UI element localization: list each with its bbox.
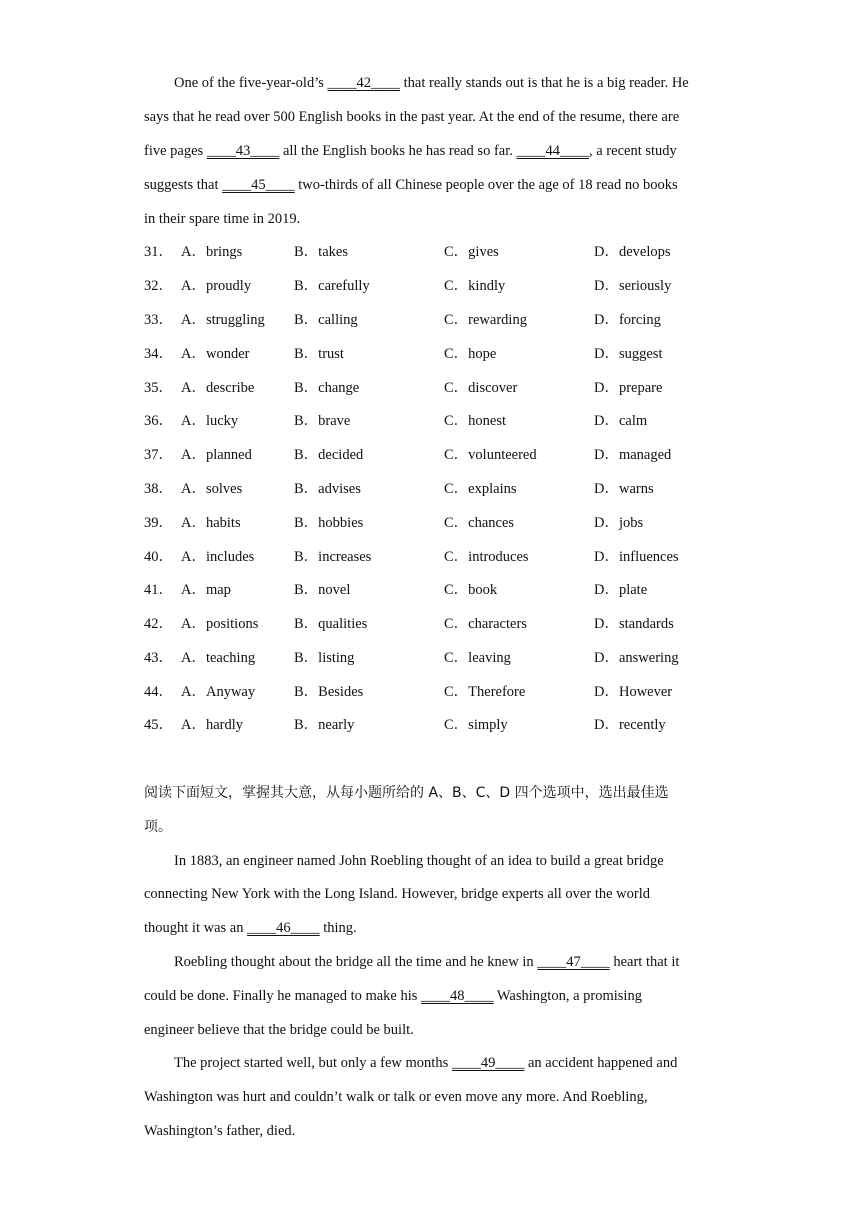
option-d: D．calm [594,413,648,429]
option-b: B．decided [294,447,364,463]
question-42: 42． A．positions B．qualities C．characters D．standards [144,616,674,632]
blank-42: ____42____ [327,75,401,91]
question-37: 37． A．planned B．decided C．volunteered D．managed [144,447,672,463]
option-c: C．discover [444,380,518,396]
option-c: C．honest [444,413,507,429]
option-d: D．forcing [594,312,661,328]
blank-44: ____44____ [516,143,589,159]
passage2-line: connecting New York with the Long Island. However, bridge experts all over the world [144,886,650,902]
question-32: 32． A．proudly B．carefully C．kindly D．seriously [144,278,672,294]
option-c: C．leaving [444,650,511,666]
option-a: A．Anyway [181,684,256,700]
option-a: A．hardly [181,717,244,733]
option-c: C．chances [444,515,515,531]
option-a: A．brings [181,244,243,260]
option-b: B．novel [294,582,351,598]
option-a: A．struggling [181,312,265,328]
option-a: A．includes [181,549,255,565]
blank-48: ____48____ [421,988,494,1004]
option-b: B．carefully [294,278,370,294]
option-c: C．rewarding [444,312,527,328]
option-d: D．prepare [594,380,663,396]
option-a: A．solves [181,481,243,497]
passage2-line: Washington’s father, died. [144,1123,296,1139]
question-39: 39． A．habits B．hobbies C．chances D．jobs [144,515,644,531]
option-b: B．hobbies [294,515,364,531]
option-c: C．hope [444,346,497,362]
option-a: A．map [181,582,231,598]
option-b: B．trust [294,346,344,362]
option-b: B．change [294,380,360,396]
option-c: C．gives [444,244,499,260]
blank-43: ____43____ [206,143,280,159]
option-d: D．However [594,684,673,700]
option-d: D．recently [594,717,666,733]
option-b: B．listing [294,650,355,666]
option-d: D．develops [594,244,671,260]
passage2-line: Roebling thought about the bridge all the time and he knew in ____47____ heart that it [174,954,680,970]
option-b: B．calling [294,312,358,328]
question-43: 43． A．teaching B．listing C．leaving D．answering [144,650,679,666]
option-b: B．increases [294,549,372,565]
question-36: 36． A．lucky B．brave C．honest D．calm [144,413,648,429]
passage2-line: Washington was hurt and couldn’t walk or talk or even move any more. And Roebling, [144,1089,648,1105]
passage2-line: In 1883, an engineer named John Roebling thought of an idea to build a great bridge [174,853,664,869]
option-c: C．characters [444,616,527,632]
question-38: 38． A．solves B．advises C．explains D．warns [144,481,654,497]
option-c: C．kindly [444,278,506,294]
question-41: 41． A．map B．novel C．book D．plate [144,582,648,598]
option-d: D．standards [594,616,674,632]
question-45: 45． A．hardly B．nearly C．simply D．recently [144,717,666,733]
option-a: A．lucky [181,413,239,429]
passage2-line: thought it was an ____46____ thing. [144,920,357,936]
question-34: 34． A．wonder B．trust C．hope D．suggest [144,346,663,362]
option-d: D．influences [594,549,679,565]
option-a: A．describe [181,380,255,396]
question-35: 35． A．describe B．change C．discover D．prepare [144,380,663,396]
option-c: C．simply [444,717,508,733]
option-d: D．suggest [594,346,663,362]
option-d: D．jobs [594,515,644,531]
option-c: C．Therefore [444,684,526,700]
option-c: C．explains [444,481,517,497]
passage2-line: The project started well, but only a few months ____49____ an accident happened and [174,1055,678,1071]
question-44: 44． A．Anyway B．Besides C．Therefore D．However [144,684,673,700]
option-c: C．volunteered [444,447,537,463]
option-b: B．takes [294,244,348,260]
blank-49: ____49____ [451,1055,525,1071]
option-b: B．nearly [294,717,355,733]
option-a: A．planned [181,447,252,463]
passage1-line: says that he read over 500 English books in the past year. At the end of the resume, there are [144,109,680,125]
option-a: A．positions [181,616,259,632]
option-d: D．answering [594,650,679,666]
instructions-line: 项。 [144,819,172,835]
question-40: 40． A．includes B．increases C．introduces D．influences [144,549,679,565]
passage1-line: in their spare time in 2019. [144,211,301,227]
question-33: 33． A．struggling B．calling C．rewarding D．forcing [144,312,661,328]
option-c: C．introduces [444,549,529,565]
passage2-line: engineer believe that the bridge could be built. [144,1022,414,1038]
option-a: A．wonder [181,346,250,362]
option-b: B．brave [294,413,351,429]
option-d: D．seriously [594,278,672,294]
option-a: A．teaching [181,650,256,666]
instructions-line: 阅读下面短文，掌握其大意，从每小题所给的 A、B、C、D 四个选项中，选出最佳选 [144,785,669,801]
option-d: D．warns [594,481,654,497]
passage1-line: One of the five-year-old’s ____42____ that really stands out is that he is a big reader. He [174,75,689,91]
option-b: B．advises [294,481,361,497]
question-31: 31． A．brings B．takes C．gives D．develops [144,244,671,260]
blank-46: ____46____ [247,920,320,936]
option-d: D．plate [594,582,648,598]
option-a: A．habits [181,515,241,531]
option-b: B．Besides [294,684,364,700]
blank-47: ____47____ [537,954,610,970]
option-a: A．proudly [181,278,252,294]
option-d: D．managed [594,447,672,463]
passage2-line: could be done. Finally he managed to make his ____48____ Washington, a promising [144,988,642,1004]
blank-45: ____45____ [222,177,295,193]
passage1-line: five pages ____43____ all the English books he has read so far. ____44____, a recent study [144,143,677,159]
passage1-line: suggests that ____45____ two-thirds of all Chinese people over the age of 18 read no books [144,177,678,193]
option-b: B．qualities [294,616,368,632]
option-c: C．book [444,582,498,598]
